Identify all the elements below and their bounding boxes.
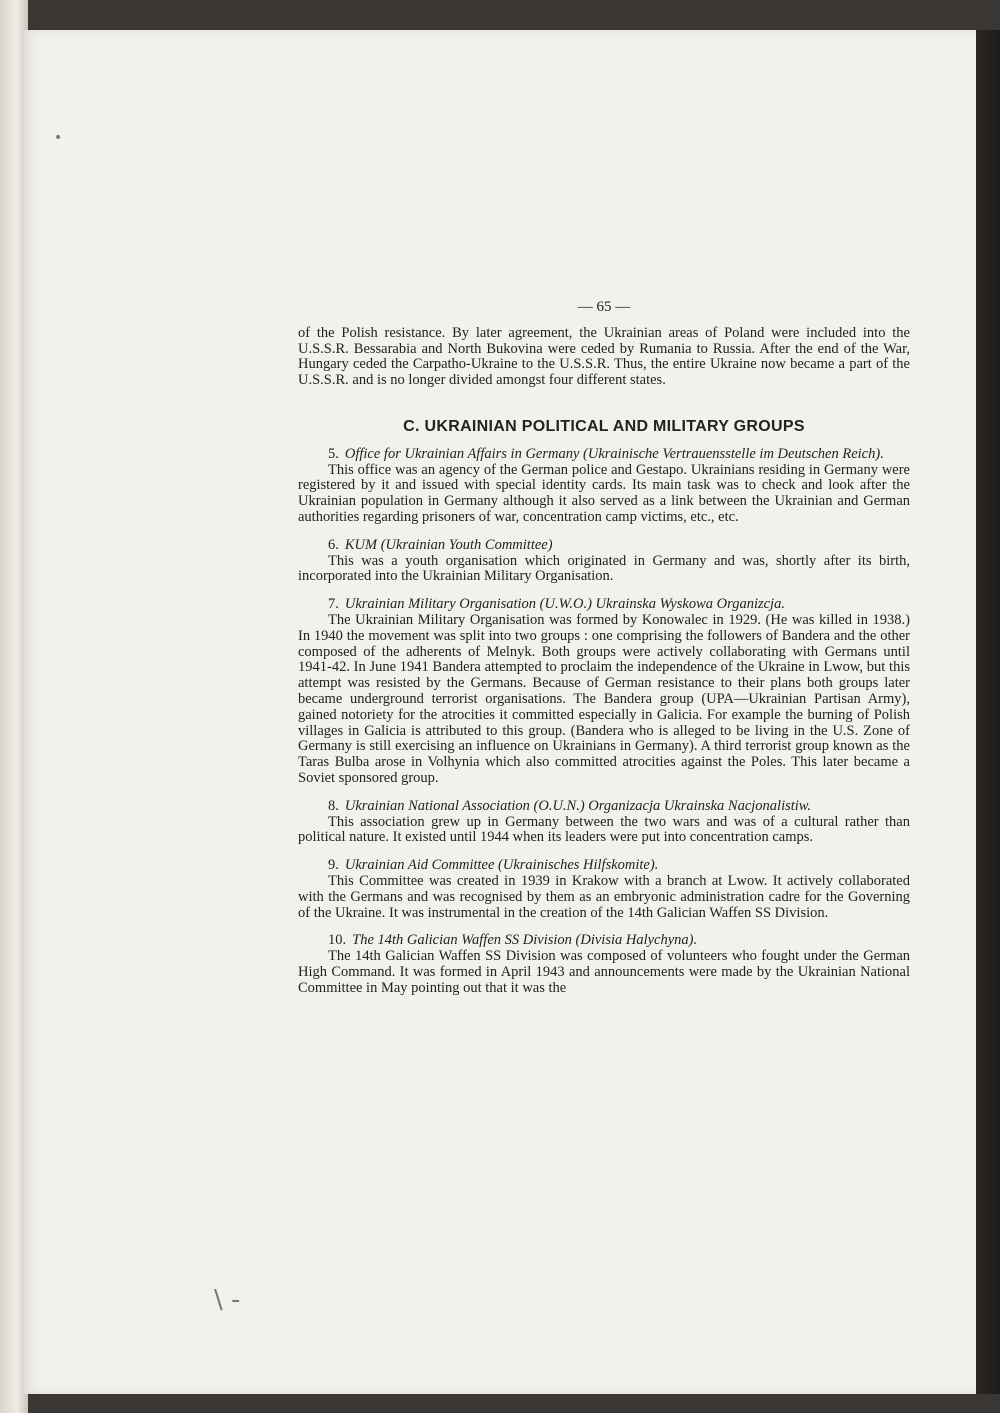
item-title-text: The 14th Galician Waffen SS Division (Divisia Halychyna). [352,932,698,949]
item-title-text: Ukrainian Military Organisation (U.W.O.) Ukrainska Wyskowa Organizcja. [344,596,785,613]
item-body: This association grew up in Germany between the two wars and was of a cultural rather than political nature. It existed until 1944 when its leaders were put into concentration camps. [298,813,910,846]
page-shadow-edge [976,30,1000,1394]
section-heading: C. UKRAINIAN POLITICAL AND MILITARY GROUPS [403,417,805,435]
item-6 [298,538,910,585]
item-title-text: Ukrainian National Association (O.U.N.) Organizacja Ukrainska Nacjonalistiw. [344,797,812,814]
item-body: This Committee was created in 1939 in Krakow with a branch at Lwow. It actively collaborated with the Germans and was recognised by them as an embryonic administration cadre for the Governing of the Ukraine. It was instrumental in the creation of the 14th Galician Waffen SS Division. [298,872,910,921]
item-title [298,933,910,949]
item-title [298,799,910,815]
page-content [298,300,910,996]
item-body: This office was an agency of the German police and Gestapo. Ukrainians residing in Germany were registered by it and issued with special identity cards. Its main task was to check and look after the Ukrainian population in Germany although it also served as a link between the Ukrainian and German authorities regarding prisoners of war, concentration camp victims, etc., etc. [298,461,910,525]
item-5 [298,447,910,526]
item-number: 6. [328,536,339,553]
item-number: 10. [328,932,347,949]
item-8 [298,799,910,846]
item-title [298,447,910,463]
item-number: 5. [328,445,339,462]
intro-paragraph: of the Polish resistance. By later agreement, the Ukrainian areas of Poland were included into the U.S.S.R. Bessarabia and North Bukovina were ceded by Rumania to Russia. After the end of the War, Hungary ceded the Carpatho-Ukraine to the U.S.S.R. Thus, the entire Ukraine now became a part of the U.S.S.R. and is no longer divided amongst four different states. [298,324,910,389]
item-number: 7. [328,596,339,613]
item-title-text: KUM (Ukrainian Youth Committee) [344,536,553,553]
item-title [298,538,910,554]
page-number: — 65 — [577,299,631,315]
margin-mark: • [54,130,63,146]
pencil-mark: \ - [214,1285,241,1315]
item-title-text: Office for Ukrainian Affairs in Germany (Ukrainische Vertrauensstelle im Deutschen Reich). [344,445,884,462]
item-10 [298,933,910,996]
item-9 [298,858,910,921]
item-number: 9. [328,857,339,874]
item-body: The Ukrainian Military Organisation was formed by Konowalec in 1929. (He was killed in 1938.) In 1940 the movement was split into two groups : one comprising the followers of Bandera and the other composed of the adherents of Melnyk. Both groups were actively collaborating with Germans until 1941-42. In June 1941 Bandera attempted to proclaim the independence of the Ukraine in Lwow, but this attempt was resisted by the Germans. Because of German resistance to their plans both groups later became underground terrorist organisations. The Bandera group (UPA—Ukrainian Partisan Army), gained notoriety for the atrocities it committed especially in Galicia. For example the burning of Polish villages in Galicia is attributed to this group. (Bandera who is alleged to be living in the U.S. Zone of Germany is still exercising an influence on Ukrainians in Germany). A third terrorist group known as the Taras Bulba arose in Volhynia which also committed atrocities against the Poles. This later became a Soviet sponsored group. [298,611,910,786]
item-body: The 14th Galician Waffen SS Division was composed of volunteers who fought under the German High Command. It was formed in April 1943 and announcements were made by the Ukrainian National Committee in May pointing out that it was the [298,948,910,996]
item-number: 8. [328,797,339,814]
item-title [298,858,910,874]
item-7 [298,597,910,787]
item-body: This was a youth organisation which originated in Germany and was, shortly after its birth, incorporated into the Ukrainian Military Organisation. [298,552,910,585]
item-title [298,597,910,613]
item-title-text: Ukrainian Aid Committee (Ukrainisches Hilfskomite). [344,857,659,874]
